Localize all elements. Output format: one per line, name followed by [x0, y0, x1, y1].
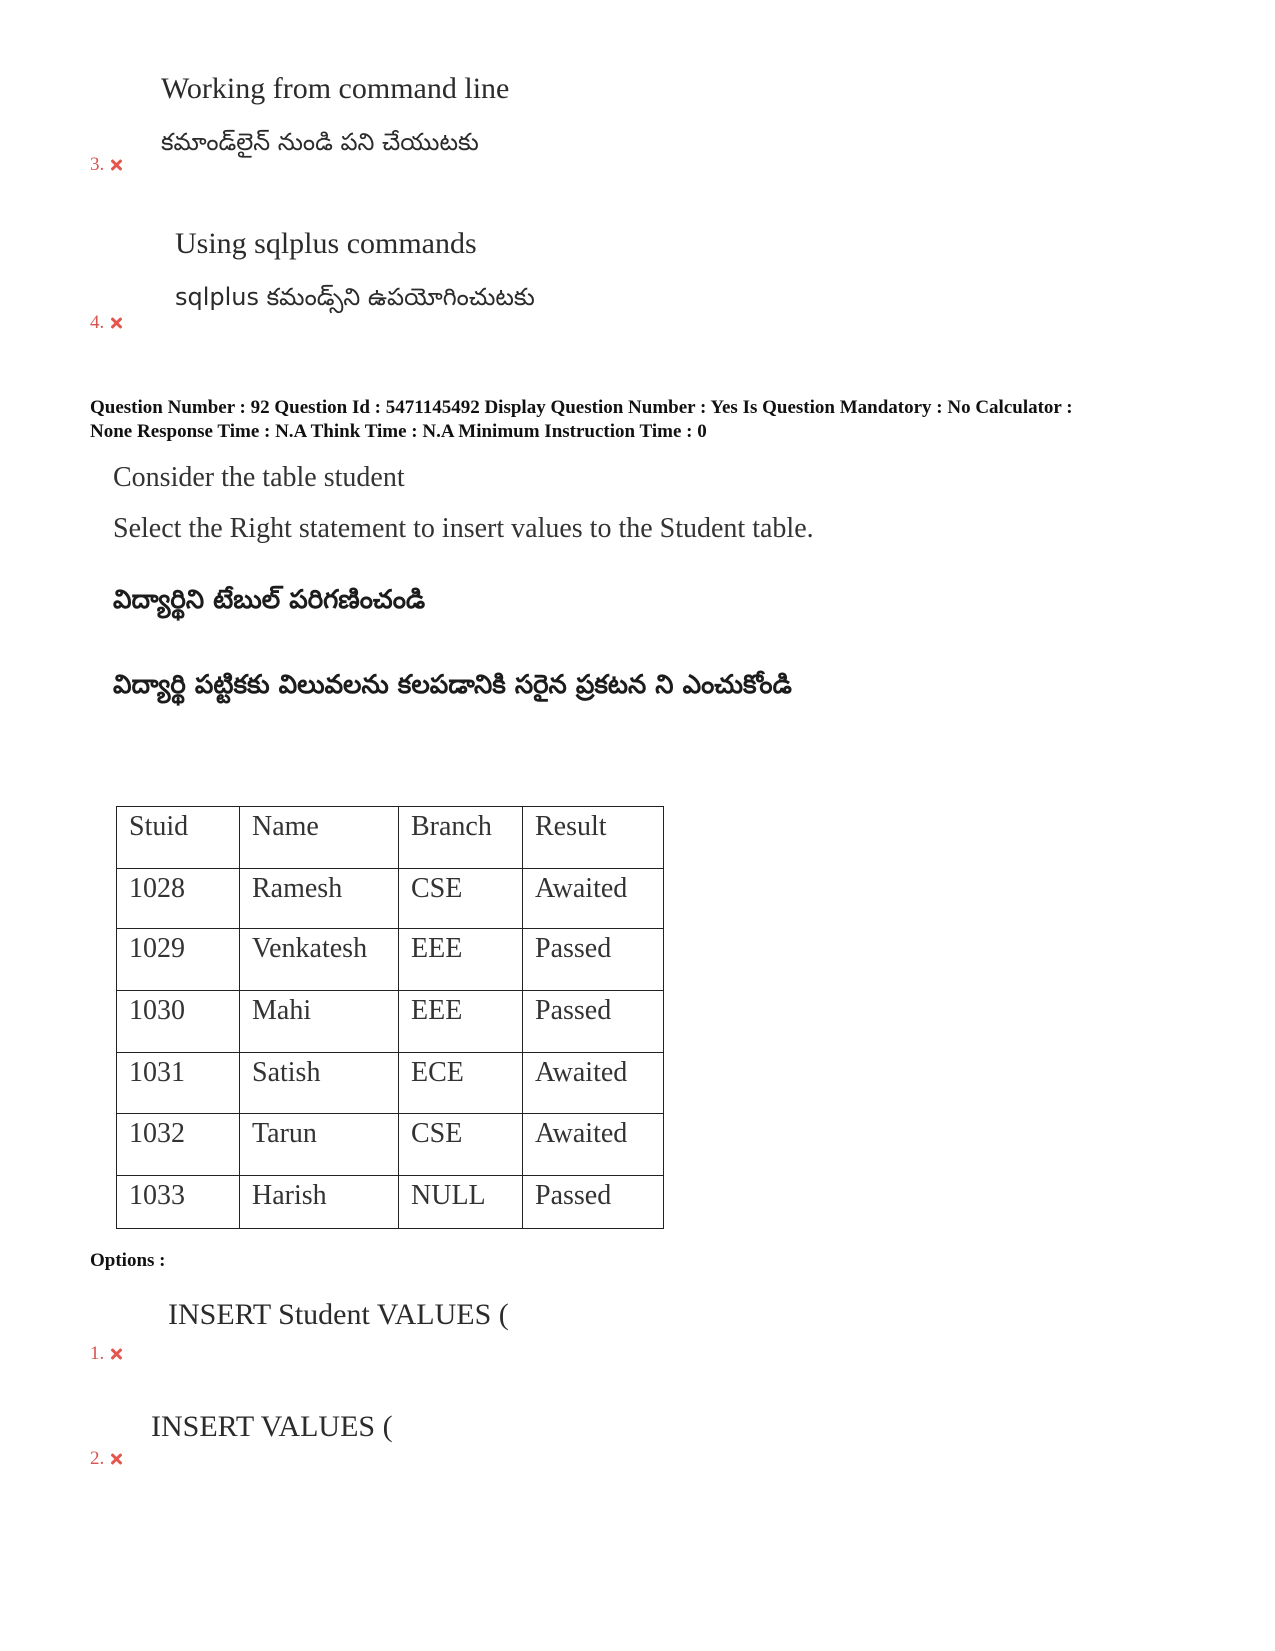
table-cell: Awaited — [523, 1114, 664, 1176]
table-cell: Passed — [523, 1176, 664, 1229]
question-meta — [90, 396, 1200, 444]
table-cell: Passed — [523, 991, 664, 1053]
question-text-te-2: విద్యార్థి పట్టికకు విలువలను కలపడానికి సరైన ప్రకటన ని ఎంచుకోండి — [113, 670, 792, 700]
option-4-number: 4. — [90, 312, 105, 333]
option-1-number: 1. — [90, 1343, 105, 1364]
table-cell: Venkatesh — [240, 929, 399, 991]
table-cell: Tarun — [240, 1114, 399, 1176]
table-cell: Mahi — [240, 991, 399, 1053]
question-text-te-1: విద్యార్థిని టేబుల్ పరిగణించండి — [113, 585, 426, 615]
wrong-answer-icon — [109, 1452, 123, 1466]
table-cell: NULL — [399, 1176, 523, 1229]
table-header-cell: Result — [523, 807, 664, 869]
option-2-number: 2. — [90, 1448, 105, 1469]
table-cell: CSE — [399, 1114, 523, 1176]
option-3-text-en: Working from command line — [161, 72, 510, 105]
question-text-en-1: Consider the table student — [113, 462, 405, 493]
student-table — [116, 806, 664, 1229]
table-cell: 1031 — [117, 1053, 240, 1114]
option-1-marker — [90, 1343, 123, 1365]
table-header-row — [117, 807, 664, 869]
table-row — [117, 1114, 664, 1176]
table-cell: 1029 — [117, 929, 240, 991]
table-header-cell: Branch — [399, 807, 523, 869]
question-meta-line-2: None Response Time : N.A Think Time : N.A Minimum Instruction Time : 0 — [90, 421, 707, 442]
table-cell: 1033 — [117, 1176, 240, 1229]
option-3-text-te: కమాండ్‌లైన్ నుండి పని చేయుటకు — [161, 128, 479, 156]
option-4-marker — [90, 312, 123, 334]
question-meta-line-1: Question Number : 92 Question Id : 5471145492 Display Question Number : Yes Is Question Mandatory : No Calculator : — [90, 397, 1073, 418]
table-row — [117, 1176, 664, 1229]
wrong-answer-icon — [109, 316, 123, 330]
table-cell: EEE — [399, 991, 523, 1053]
option-2-text: INSERT VALUES ( — [151, 1410, 393, 1443]
wrong-answer-icon — [109, 158, 123, 172]
wrong-answer-icon — [109, 1347, 123, 1361]
table-cell: 1028 — [117, 869, 240, 929]
option-3-marker — [90, 154, 123, 176]
table-cell: Passed — [523, 929, 664, 991]
table-cell: ECE — [399, 1053, 523, 1114]
table-cell: Satish — [240, 1053, 399, 1114]
table-row — [117, 869, 664, 929]
table-row — [117, 1053, 664, 1114]
question-text-en-2: Select the Right statement to insert values to the Student table. — [113, 513, 814, 544]
table-cell: 1030 — [117, 991, 240, 1053]
option-4-text-en: Using sqlplus commands — [175, 227, 477, 260]
option-1-text: INSERT Student VALUES ( — [168, 1298, 509, 1331]
table-cell: EEE — [399, 929, 523, 991]
options-label: Options : — [90, 1250, 166, 1271]
table-cell: Ramesh — [240, 869, 399, 929]
table-cell: CSE — [399, 869, 523, 929]
table-cell: 1032 — [117, 1114, 240, 1176]
table-cell: Harish — [240, 1176, 399, 1229]
option-4-text-te: sqlplus కమండ్స్‌ని ఉపయోగించుటకు — [175, 283, 535, 311]
table-header-cell: Name — [240, 807, 399, 869]
table-row — [117, 929, 664, 991]
option-2-marker — [90, 1448, 123, 1470]
table-header-cell: Stuid — [117, 807, 240, 869]
option-3-number: 3. — [90, 154, 105, 175]
table-row — [117, 991, 664, 1053]
table-cell: Awaited — [523, 869, 664, 929]
table-cell: Awaited — [523, 1053, 664, 1114]
